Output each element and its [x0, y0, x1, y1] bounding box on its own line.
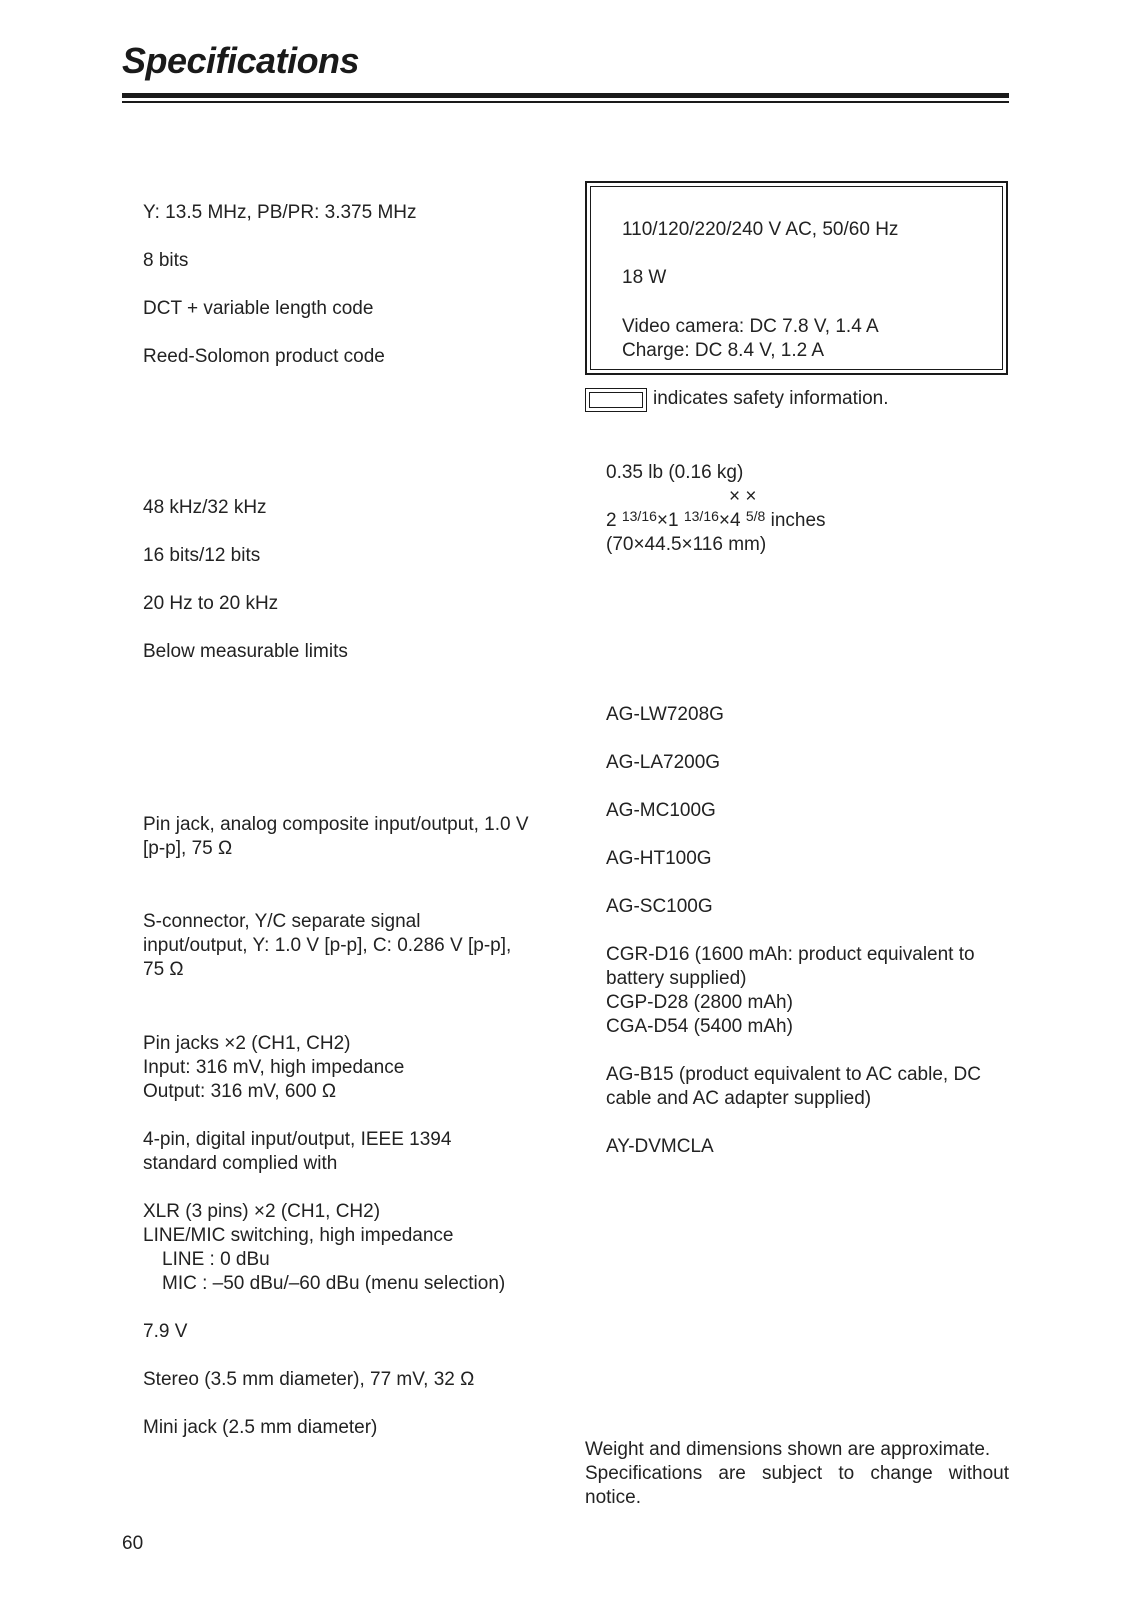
spec-audio-io-line2: Input: 316 mV, high impedance [143, 1057, 405, 1078]
accessory-adapter-line1: AG-B15 (product equivalent to AC cable, DC [606, 1064, 981, 1085]
safety-legend-box-inner [589, 392, 643, 408]
spec-xlr-line-level: LINE : 0 dBu [162, 1249, 270, 1270]
spec-video-io-line1: Pin jack, analog composite input/output, 1.0 V [143, 814, 529, 835]
spec-dv-line1: 4-pin, digital input/output, IEEE 1394 [143, 1129, 452, 1150]
accessory-battery-line2: battery supplied) [606, 968, 747, 989]
safety-legend-text: indicates safety information. [653, 388, 889, 409]
spec-power-source: 110/120/220/240 V AC, 50/60 Hz [622, 219, 899, 240]
spec-error-correction: Reed-Solomon product code [143, 346, 385, 367]
accessory-battery-cgp: CGP-D28 (2800 mAh) [606, 992, 793, 1013]
spec-svideo-line3: 75 Ω [143, 959, 184, 980]
note-approximate: Weight and dimensions shown are approximate. [585, 1439, 991, 1460]
spec-svideo-line1: S-connector, Y/C separate signal [143, 911, 421, 932]
accessory-lens: AG-LA7200G [606, 752, 721, 773]
accessory-battery-line1: CGR-D16 (1600 mAh: product equivalent to [606, 944, 975, 965]
spec-wow-flutter: Below measurable limits [143, 641, 348, 662]
dim-depth-fraction: 5/8 [745, 508, 766, 524]
title-rule-thin [122, 101, 1009, 103]
accessory-case: AG-SC100G [606, 896, 713, 917]
spec-video-io-line2: [p-p], 75 Ω [143, 838, 233, 859]
accessory-wireless-remote: AG-LW7208G [606, 704, 724, 725]
spec-svideo-line2: input/output, Y: 1.0 V [p-p], C: 0.286 V [p-p], [143, 935, 512, 956]
spec-xlr-line1: XLR (3 pins) ×2 (CH1, CH2) [143, 1201, 381, 1222]
note-subject-to-change: Specifications are subject to change without notice. [585, 1463, 1009, 1508]
page-title: Specifications [122, 40, 360, 81]
dim-height-fraction: 13/16 [683, 508, 719, 524]
dim-unit: inches [765, 510, 826, 531]
spec-compression: DCT + variable length code [143, 298, 374, 319]
spec-frequency-response: 20 Hz to 20 kHz [143, 593, 279, 614]
notes [585, 1438, 1009, 1510]
safety-legend-box [585, 388, 647, 412]
spec-output-charge: Charge: DC 8.4 V, 1.2 A [622, 340, 825, 361]
spec-dv-line2: standard complied with [143, 1153, 338, 1174]
accessory-adapter-line2: cable and AC adapter supplied) [606, 1088, 872, 1109]
accessory-microphone: AG-MC100G [606, 800, 716, 821]
spec-mic-power: 7.9 V [143, 1321, 188, 1342]
spec-weight: 0.35 lb (0.16 kg) [606, 462, 744, 483]
spec-headphone: Stereo (3.5 mm diameter), 77 mV, 32 Ω [143, 1369, 475, 1390]
dim-width-whole: 2 [606, 510, 622, 531]
title-rule-thick [122, 93, 1009, 98]
spec-audio-sampling: 48 kHz/32 kHz [143, 497, 267, 518]
spec-dimensions-metric: (70×44.5×116 mm) [606, 534, 767, 555]
spec-dimensions-imperial [606, 509, 826, 533]
dim-width-fraction: 13/16 [621, 508, 657, 524]
accessory-battery-cga: CGA-D54 (5400 mAh) [606, 1016, 793, 1037]
spec-audio-io-line1: Pin jacks ×2 (CH1, CH2) [143, 1033, 351, 1054]
dim-depth-whole: ×4 [718, 510, 746, 531]
accessory-dv-cable: AY-DVMCLA [606, 1136, 714, 1157]
spec-xlr-line2: LINE/MIC switching, high impedance [143, 1225, 454, 1246]
spec-sampling-frequency: Y: 13.5 MHz, PB/PR: 3.375 MHz [143, 202, 417, 223]
spec-quantization: 8 bits [143, 250, 189, 271]
spec-audio-quantization: 16 bits/12 bits [143, 545, 261, 566]
spec-remote-jack: Mini jack (2.5 mm diameter) [143, 1417, 378, 1438]
page-number: 60 [122, 1533, 144, 1554]
spec-xlr-mic-level: MIC : –50 dBu/–60 dBu (menu selection) [162, 1273, 506, 1294]
dimension-marks: × × [729, 486, 757, 507]
accessory-holder: AG-HT100G [606, 848, 712, 869]
spec-output-camera: Video camera: DC 7.8 V, 1.4 A [622, 316, 879, 337]
dim-height-whole: ×1 [656, 510, 684, 531]
spec-audio-io-line3: Output: 316 mV, 600 Ω [143, 1081, 337, 1102]
spec-power-consumption: 18 W [622, 267, 667, 288]
